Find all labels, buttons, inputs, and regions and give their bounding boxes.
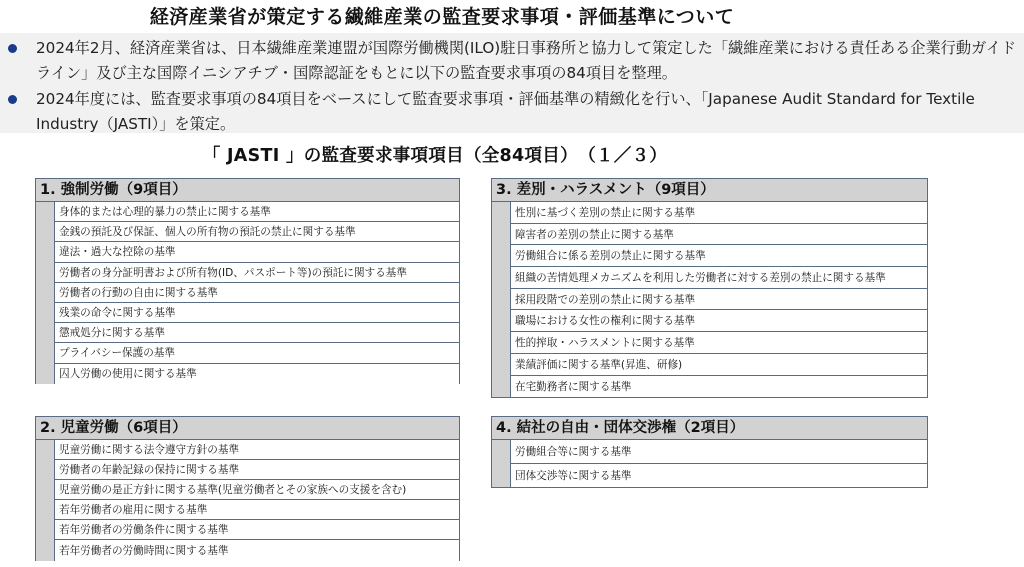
section-items: [36, 202, 459, 384]
list-item: 在宅勤務者に関する基準: [510, 376, 927, 398]
bullet-dot-icon: [8, 95, 17, 104]
list-item: 若年労働者の労働条件に関する基準: [54, 520, 459, 540]
page-title: 経済産業省が策定する繊維産業の監査要求事項・評価基準について: [149, 6, 735, 28]
list-item: 性的搾取・ハラスメントに関する基準: [510, 332, 927, 354]
list-item: 児童労働の是正方針に関する基準(児童労働者とその家族への支援を含む): [54, 480, 459, 500]
list-item: 組織の苦情処理メカニズムを利用した労働者に対する差別の禁止に関する基準: [510, 267, 927, 289]
list-item: 若年労働者の労働時間に関する基準: [54, 540, 459, 560]
list-item: 業績評価に関する基準(昇進、研修): [510, 354, 927, 376]
list-item: 労働組合に係る差別の禁止に関する基準: [510, 245, 927, 267]
section-freedom-of-association: [491, 416, 928, 488]
section-forced-labor: [35, 178, 460, 384]
section-heading: 2. 児童労働（6項目）: [36, 417, 459, 440]
section-child-labor: [35, 416, 460, 561]
list-item: 労働者の行動の自由に関する基準: [54, 283, 459, 303]
list-item: 職場における女性の権利に関する基準: [510, 310, 927, 332]
intro-bullet-text: 2024年度には、監査要求事項の84項目をベースにして監査要求事項・評価基準の精緻化を行い、「Japanese Audit Standard for Textile Industry（JASTI）」を策定。: [36, 90, 975, 133]
bullet-dot-icon: [8, 44, 17, 53]
list-item: 性別に基づく差別の禁止に関する基準: [510, 202, 927, 224]
list-item: 児童労働に関する法令遵守方針の基準: [54, 440, 459, 460]
list-item: 若年労働者の雇用に関する基準: [54, 500, 459, 520]
section-items: [492, 202, 927, 397]
list-item: 身体的または心理的暴力の禁止に関する基準: [54, 202, 459, 222]
section-heading: 4. 結社の自由・団体交渉権（2項目）: [492, 417, 927, 440]
section-heading: 1. 強制労働（9項目）: [36, 179, 459, 202]
list-item: 懲戒処分に関する基準: [54, 323, 459, 343]
list-item: 金銭の預託及び保証、個人の所有物の預託の禁止に関する基準: [54, 222, 459, 242]
section-items: [492, 440, 927, 487]
section-discrimination: [491, 178, 928, 398]
list-item: 違法・過大な控除の基準: [54, 242, 459, 262]
list-item: プライバシー保護の基準: [54, 343, 459, 363]
intro-bullet-text: 2024年2月、経済産業省は、日本繊維産業連盟が国際労働機関(ILO)駐日事務所と協力して策定した「繊維産業における責任ある企業行動ガイドライン」及び主な国際イニシアチブ・国際認証をもとに以下の監査要求事項の84項目を整理。: [36, 39, 1017, 82]
list-item: 採用段階での差別の禁止に関する基準: [510, 289, 927, 311]
section-items: [36, 440, 459, 561]
list-item: 囚人労働の使用に関する基準: [54, 364, 459, 384]
list-item: 団体交渉等に関する基準: [510, 464, 927, 488]
list-item: 障害者の差別の禁止に関する基準: [510, 224, 927, 246]
list-item: 労働者の身分証明書および所有物(ID、パスポート等)の預託に関する基準: [54, 263, 459, 283]
list-item: 残業の命令に関する基準: [54, 303, 459, 323]
list-item: 労働者の年齢記録の保持に関する基準: [54, 460, 459, 480]
intro-panel: [0, 33, 1024, 133]
section-heading: 3. 差別・ハラスメント（9項目）: [492, 179, 927, 202]
list-item: 労働組合等に関する基準: [510, 440, 927, 464]
section-subtitle: 「 JASTI 」の監査要求事項項目（全84項目） （１／３）: [202, 146, 668, 166]
